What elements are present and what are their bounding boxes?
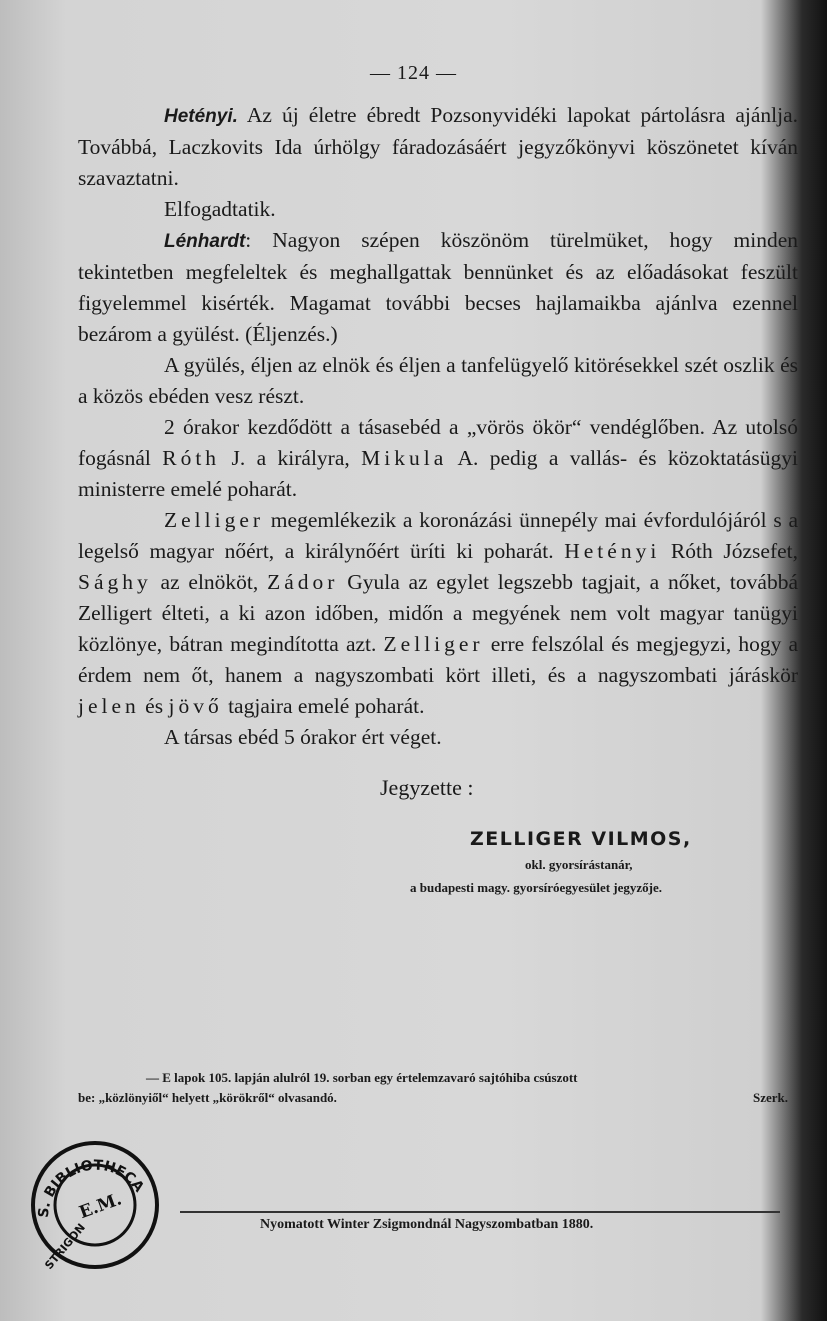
footnote-text: be: „közlönyiől“ helyett „körökről“ olvasandó. xyxy=(78,1090,337,1105)
printer-line: Nyomatott Winter Zsigmondnál Nagyszombatban 1880. xyxy=(260,1217,594,1232)
spaced-name: Hetényi xyxy=(564,539,661,563)
spaced-name: jövő xyxy=(168,694,223,718)
paragraph-text: megemlékezik a koronázási ünnepély mai évfordulójáról s a legelső magyar nőért, a királynőért üríti ki poharát. xyxy=(78,508,798,563)
library-stamp xyxy=(28,1138,163,1273)
spaced-name: Zelliger xyxy=(383,632,484,656)
footnote xyxy=(78,1068,788,1108)
spaced-name: Róth xyxy=(162,446,221,470)
signature-name: ZELLIGER VILMOS, xyxy=(470,828,692,850)
paragraph-toasts xyxy=(78,505,798,722)
speaker-name: Hetényi. xyxy=(164,106,238,127)
spaced-name: Sághy xyxy=(78,570,152,594)
signature-title-1: okl. gyorsírástanár, xyxy=(525,857,633,872)
paragraph-text: A gyülés, éljen az elnök és éljen a tanfelügyelő kitörésekkel szét oszlik és a közös ebéden vesz részt. xyxy=(78,353,798,408)
speaker-name: Lénhardt xyxy=(164,231,246,252)
paragraph-text: A társas ebéd 5 órakor ért véget. xyxy=(164,725,442,749)
paragraph-text: és xyxy=(139,694,169,718)
paragraph-text: az elnököt, xyxy=(151,570,268,594)
spaced-name: Zádor xyxy=(267,570,339,594)
signature-title-2: a budapesti magy. gyorsíróegyesület jegyzője. xyxy=(410,880,663,895)
paragraph-text: Az új életre ébredt Pozsonyvidéki lapokat pártolásra ajánlja. Továbbá, Laczkovits Ida úrhölgy fáradozásáért jegyzőkönyvi köszönetet kíván szavaztatni. xyxy=(78,103,798,190)
paragraph-lenhardt xyxy=(78,225,798,350)
paragraph-text: : Nagyon szépen köszönöm türelmüket, hogy minden tekintetben megfeleltek és meghallgattak bennünket és az előadásokat feszült figyelemmel kisérték. Magamat további becses hajlamaikba ajánlva ezennel bezárom a gyülést. (Éljenzés.) xyxy=(78,228,798,346)
paragraph-text: Róth Józsefet, xyxy=(660,539,798,563)
footnote-line-1: — E lapok 105. lapján alulról 19. sorban egy értelemzavaró sajtóhiba csúszott xyxy=(146,1070,578,1085)
paragraph-text: tagjaira emelé poharát. xyxy=(222,694,425,718)
paragraph-text: Gyula az egylet legszebb tagjait, a nőket, továbbá Zelligert élteti, a ki azon időben, midőn a megyének nem volt magyar tanügyi közlönye, bátran megindította azt. xyxy=(78,570,798,656)
paragraph-hetenyi xyxy=(78,100,798,194)
signature-label: Jegyzette : xyxy=(380,775,474,800)
paragraph-dinner xyxy=(78,412,798,505)
spaced-name: Mikula xyxy=(361,446,448,470)
spaced-name: Zelliger xyxy=(164,508,265,532)
divider xyxy=(180,1211,780,1213)
footnote-line-2 xyxy=(78,1088,788,1108)
paragraph-text: 2 órakor kezdődött a tásasebéd a „vörös ökör“ vendéglőben. Az utolsó fogásnál xyxy=(78,415,798,470)
paragraph-text: Elfogadtatik. xyxy=(164,197,276,221)
paragraph-text: J. a királyra, xyxy=(220,446,362,470)
paragraph-accepted xyxy=(78,194,798,225)
stamp-arc-text: S. BIBLIOTHECA xyxy=(35,1157,147,1219)
spaced-name: jelen xyxy=(78,694,140,718)
paragraph-text: erre felszólal és megjegyzi, hogy a érdem nem őt, hanem a nagyszombati kört illeti, és a nagyszombati járáskör xyxy=(78,632,799,687)
paragraph-text: A. pedig a vallás- és közoktatásügyi ministerre emelé poharát. xyxy=(78,446,798,501)
page-number: — 124 — xyxy=(370,62,457,84)
stamp-center: E.M. xyxy=(76,1189,125,1224)
paragraph-meeting xyxy=(78,350,798,412)
stamp-side-text: STRIGON xyxy=(42,1220,89,1272)
paragraph-end xyxy=(78,722,798,753)
footnote-signoff: Szerk. xyxy=(752,1090,788,1105)
body-text xyxy=(78,100,798,753)
